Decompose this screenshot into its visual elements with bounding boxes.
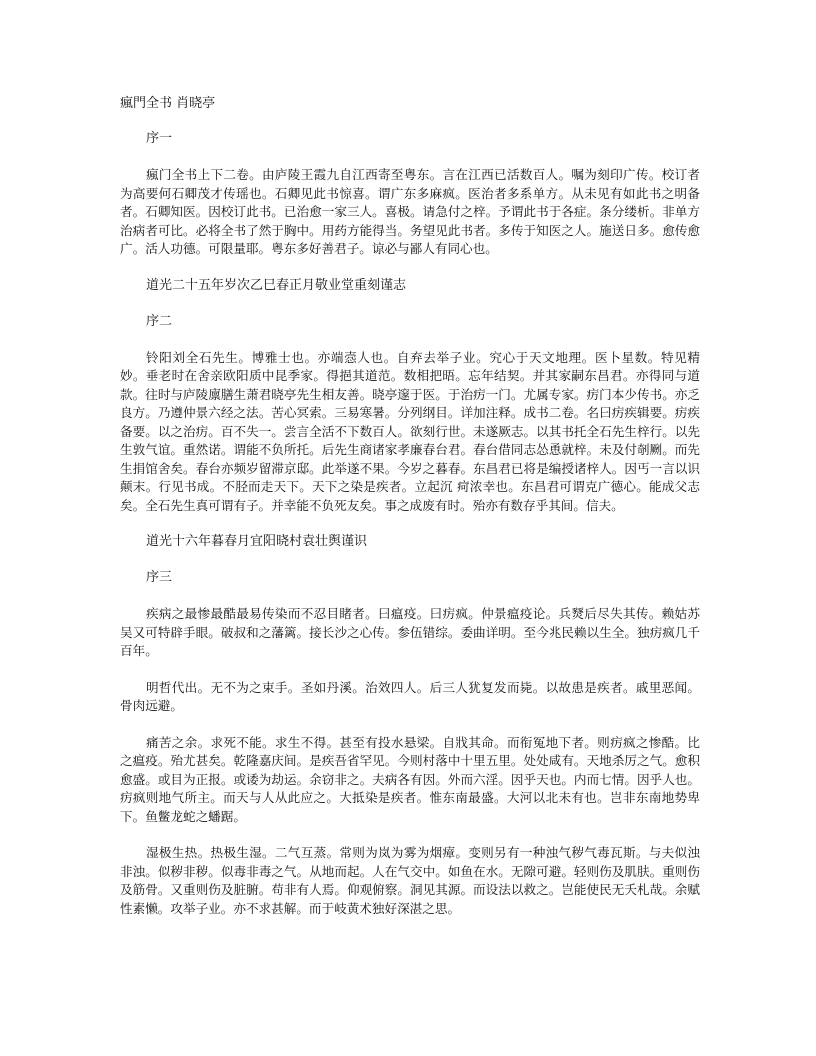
document-page [120,95,700,936]
preface-2-signature: 道光十六年暮春月宜阳晓村袁壮舆谨识 [146,534,368,549]
preface-2-paragraph-1: 铃阳刘全石先生。博雅士也。亦端悫人也。自弃去举子业。究心于天文地理。医卜星数。特见精妙。垂老时在舍亲欧阳质中昆季家。得挹其道范。数相把晤。忘年结契。并其家嗣东昌君。亦得同与道款。往时与庐陵廪膳生萧君晓亭先生相友善。晓亭邃于医。于治疠一门。尤属专家。疠门本少传书。亦乏良方。乃遵仲景六经之法。苦心冥索。三易寒暑。分列纲目。详加注释。成书二卷。名曰疠疾辑要。疠疾备要。以之治疠。百不失一。尝言全活不下数百人。欲刻行世。未遂厥志。以其书托全石先生梓行。以先生敦气谊。重然诺。谓能不负所托。后先生商诸家孝廉春台君。春台借同志怂恿就梓。未及付剞劂。而先生捐馆舍矣。春台亦频岁留滞京邸。此举遂不果。今岁之暮春。东昌君已将是编授诸梓人。因丐一言以识颠末。行见书成。不胫而走天下。天下之染是疾者。立起沉 疴浓幸也。东昌君可谓克广德心。能成父志矣。全石先生真可谓有子。并幸能不负死友矣。事之成废有时。殆亦有数存乎其间。信夫。 [120,349,700,513]
preface-3-paragraph-4: 湿极生热。热极生湿。二气互蒸。常则为岚为雾为烟瘴。变则另有一种浊气秽气毒瓦斯。与夫似浊非浊。似秽非秽。似毒非毒之气。从地而起。人在气交中。如鱼在水。无隙可避。轻则伤及肌肤。重则伤及筋骨。又重则伤及脏腑。苟非有人焉。仰观俯察。洞见其源。而设法以救之。岂能使民无夭札哉。余赋性素懒。攻举子业。亦不求甚解。而于岐黄术独好深湛之思。 [120,845,700,916]
preface-3-paragraph-2: 明哲代出。无不为之束手。圣如丹溪。治效四人。后三人犹复发而毙。以故患是疾者。戚里恶闻。骨肉远避。 [120,679,700,713]
preface-1-heading: 序一 [146,131,173,146]
document-header: 瘋門全书 肖晓亭 [120,96,216,111]
preface-2-heading: 序二 [146,313,173,329]
preface-3-heading: 序三 [146,570,173,585]
preface-3-paragraph-1: 疾病之最惨最酷最易传染而不忍目睹者。曰瘟疫。曰疠疯。仲景瘟疫论。兵燹后尽失其传。赖姑苏吴又可特辟手眼。破叔和之藩篱。接长沙之心传。参伍错综。委曲详明。至今兆民赖以生全。独疠疯几千百年。 [120,606,700,658]
preface-1-signature: 道光二十五年岁次乙巳春正月敬业堂重刻谨志 [146,277,407,293]
preface-3-paragraph-3: 痛苦之余。求死不能。求生不得。甚至有投水悬梁。自戕其命。而衔冤地下者。则疠疯之惨酷。比之瘟疫。殆尤甚矣。乾隆嘉庆间。是疾吾省罕见。今则村落中十里五里。处处咸有。天地杀厉之气。愈积愈盛。或目为正报。或诿为劫运。余窃非之。夫病各有因。外而六淫。因乎天也。内而七情。因乎人也。疠疯则地气所主。而天与人从此应之。大抵染是疾者。惟东南最盛。大河以北未有也。岂非东南地势卑下。鱼鳖龙蛇之蟠踞。 [120,734,700,824]
preface-1-paragraph-1: 瘋门全书上下二卷。由庐陵王霞九自江西寄至粤东。言在江西已活数百人。嘱为刻印广传。校订者为高要何石卿茂才传瑶也。石卿见此书惊喜。谓广东多麻疯。医治者多系单方。从未见有如此书之明备者。石卿知医。因校订此书。已治愈一家三人。喜极。请急付之梓。予谓此书于各症。条分缕析。非单方治病者可比。必将全书了然于胸中。用药方能得当。务望见此书者。多传于知医之人。施送日多。愈传愈广。活人功德。可限量耶。粤东多好善君子。谅必与鄙人有同心也。 [120,167,700,256]
